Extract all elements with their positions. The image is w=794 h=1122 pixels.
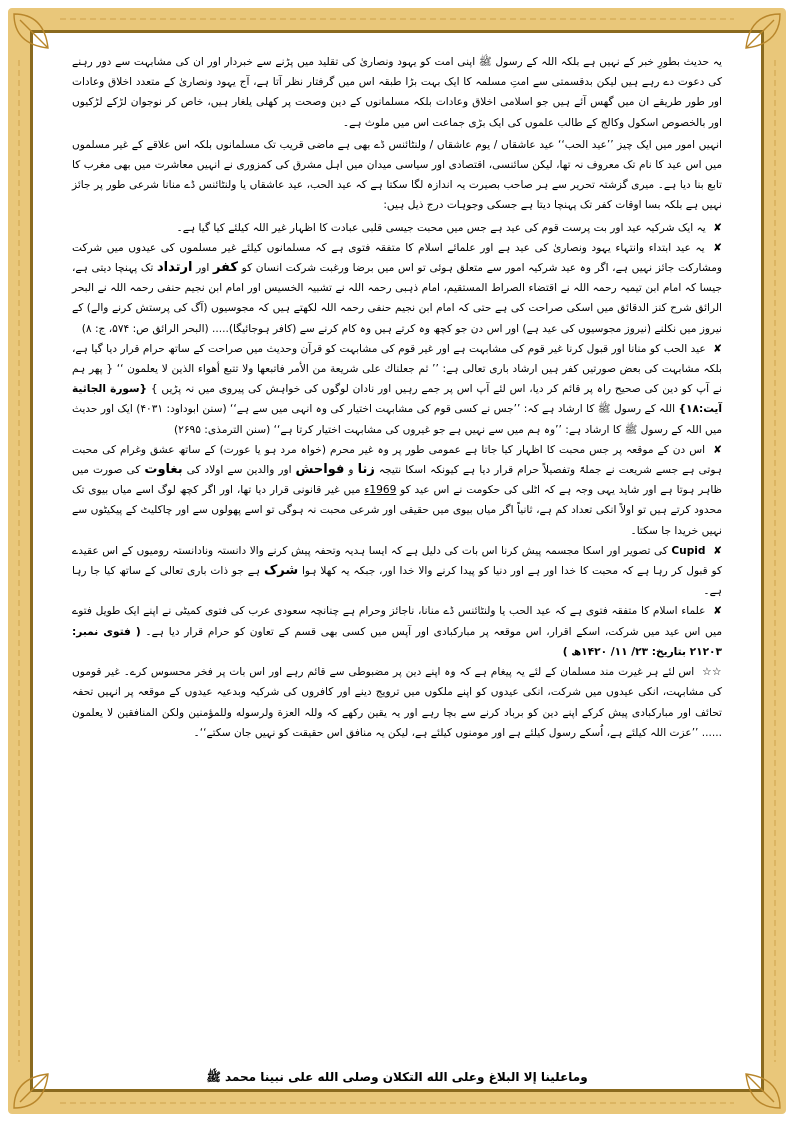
- reason-4: ✘ اس دن کے موقعہ پر جس محبت کا اظہار کیا جاتا ہے عمومی طور پر وہ غیر محرم (خواہ مرد ہو یا عورت) کے ساتھ عشق وغرام کی محبت ہوتی ہے جسے شریعت نے جملۃً وتفصیلاً حرام قرار دیا ہے کیونکہ اسکا نتیجہ زنا و فواحش اور والدین سے اولاد کی بغاوت کی صورت میں ظاہر ہوتا ہے اور شاید یہی وجہ ہے کہ اٹلی کی حکومت نے اس عید کو 1969ء میں غیر قانونی قرار دیا تھا، اور اگر کچھ لوگ اسے میاں بیوی تک محدود کرتے ہیں تو اولاً انکی تعداد کم ہے، ثانیاً اگر میاں بیوی میں حقیقی اور شرعی محبت نہ ہوگی تو اسے پھولوں سے اور چاکلیٹ کے پیکیٹوں سے نہیں خریدا جا سکتا۔: [72, 443, 723, 537]
- corner-ornament-tl: [14, 14, 48, 48]
- kufr-word: کفر: [212, 260, 238, 276]
- corner-ornament-tr: [746, 14, 780, 48]
- reason-6: ✘ علماء اسلام کا متفقہ فتوی ہے کہ عید الحب یا ولنٹائنس ڈے منانا، ناجائز وحرام ہے چنانچہ سعودی عرب کی فتوی کمیٹی نے اپنے ایک طویل فتوے میں اس عید میں شرکت، اسکے اقرار، اس موقعہ پر مبارکبادی اور آپس میں کسی بھی قسم کے تعاون کو حرام قرار دیا ہے۔ ( فتوی نمبر: ۲۱۲۰۳ بتاریخ: ۲۳/ ۱۱/ ۱۴۲۰ھ ): [72, 605, 722, 658]
- corner-ornament-bl: [14, 1074, 48, 1108]
- zina-word: زنا: [357, 462, 375, 478]
- closing-supplication: وماعلينا إلا البلاغ وعلى الله التكلان وصلى الله على نبينا محمد ﷺ: [206, 1070, 588, 1084]
- reason-2: ✘ یہ عید ابتداء وانتہاء یہود ونصاریٰ کی عید ہے اور علمائے اسلام کا متفقہ فتوی ہے کہ مسلمانوں کیلئے غیر مسلموں کی عیدوں میں شرکت ومشارکت جائز نہیں ہے، اگر وہ عید شرکیہ امور سے متعلق ہوئی تو اس میں برضا ورغبت شرکت انسان کو کفر اور ارتداد تک پہنچا دیتی ہے، جیسا کہ امام ابن تیمیہ رحمہ اللہ نے اقتضاء الصراط المستقیم، امام ذہبی رحمہ اللہ نے تشبیہ الخسیس اور امام ابن نجیم حنفی رحمہ اللہ نے البحر الرائق شرح کنز الدقائق میں اسکی صراحت کی ہے حتی کہ امام ابن نجیم حنفی رحمہ اللہ لکھتے ہیں کہ مجوسیوں (آگ کی پرستش کرنے والے) کے نیروز میں نکلنے (نیروز مجوسیوں کی عید ہے) اور اس دن جو کچھ وہ کرتے ہیں وہ کام کرنے سے (کافر ہوجائیگا)..... (البحر الرائق ص: ۵۷۴، ج: ۸): [72, 241, 722, 335]
- intro-paragraph: یہ حدیث بطورِ خبر کے نہیں ہے بلکہ اللہ کے رسول ﷺ اپنی امت کو یہود ونصاریٰ کی تقلید میں پڑنے سے خبردار اور ان کی مشابہت سے دور رہنے کی دعوت دے رہے ہیں لیکن بدقسمتی سے امتِ مسلمہ کا ایک بہت بڑا طبقہ اس میں گرفتار نظر آتا ہے، آج یہود ونصاریٰ کے متعدد اخلاق وعادات اور طور طریقے ان میں گھس آئے ہیں جو اسلامی اخلاق وعادات بلکہ مسلمانوں کے دین وصحت پر کھلی یلغار ہیں، خاص کر نوجوان لڑکے لڑکیوں اور بالخصوص اسکول وکالج کے طالب علموں کی ایک بڑی جماعت اس میں ملوث ہے۔: [72, 56, 722, 129]
- year-1969: 1969ء: [364, 484, 397, 497]
- conclusion: ☆☆ اس لئے ہر غیرت مند مسلمان کے لئے یہ پیغام ہے کہ وہ اپنے دین پر مضبوطی سے قائم رہے اور اس بات پر فخر محسوس کرے۔ غیر قوموں کی مشابہت، انکی عیدوں میں شرکت، انکی عیدوں کو اپنے ملکوں میں ترویج دینے اور کافروں کی شرکیہ وبدعیہ عیدوں کے موقعہ پر انہیں تحفہ تحائف اور مبارکبادی پیش کرکے اپنے دین کو برباد کرنے سے بچا رہے اور یہ یقین رکھے کہ وللہ العزة ولرسوله وللمؤمنين ولكن المنافقين لا يعلمون ...... ’’عزت اللہ کیلئے ہے، اُسکے رسول کیلئے ہے اور مومنوں کیلئے ہے، لیکن یہ منافق اس حقیقت کو نہیں جان سکتے‘‘۔: [72, 666, 722, 739]
- cross-icon: ✘: [713, 443, 722, 456]
- cupid-word: Cupid: [671, 544, 706, 557]
- cross-icon: ✘: [713, 605, 722, 618]
- reason-5: ✘ Cupid کی تصویر اور اسکا مجسمہ پیش کرنا اس بات کی دلیل ہے کہ ایسا ہدیہ وتحفہ پیش کرنے والا دانستہ ونادانستہ رومیوں کے اس عقیدے کو قبول کر رہا ہے کہ محبت کا خدا اور ہے اور دنیا کو پیدا کرنے والا خدا اور، جبکہ یہ کھلا ہوا شرک ہے جو ذات باری تعالی کے ساتھ کیا جا رہا ہے۔: [72, 544, 723, 598]
- baghawat-word: بغاوت: [144, 462, 183, 478]
- reason-1: ✘ یہ ایک شرکیہ عید اور بت پرست قوم کی عید ہے جس میں محبت جیسی قلبی عبادت کا اظہار غیر اللہ کیلئے کیا گیا ہے۔: [176, 221, 722, 234]
- fatwa-reference: ( فتوی نمبر: ۲۱۲۰۳ بتاریخ: ۲۳/ ۱۱/ ۱۴۲۰ھ ): [72, 625, 722, 658]
- quran-reference: {سورة الجاثية آيت:۱۸}: [72, 383, 723, 416]
- corner-ornament-br: [746, 1074, 780, 1108]
- second-paragraph: انہیں امور میں ایک چیز ’’عید الحب‘‘ عید عاشقاں / یوم عاشقاں / ولنٹائنس ڈے بھی ہے ماضی قریب تک مسلمانوں بلکہ اس علاقے کے غیر مسلموں میں اس عید کا نام تک معروف نہ تھا، لیکن سائنسی، اقتصادی اور سیاسی میدان میں اہل مشرق کی کمزوری نے انہیں معاشرت میں بھی مغرب کا تابع بنا دیا ہے۔ میری گزشتہ تحریر سے ہر صاحب بصیرت یہ اندازہ لگا سکتا ہے کہ عید الحب، عید عاشقاں یا ولنٹائنس ڈے منانا شرعی طور پر جائز نہیں ہے بلکہ بسا اوقات کفر تک پہنچا دیتا ہے جسکی وجوہات درج ذیل ہیں:: [72, 138, 722, 212]
- cross-icon: ✘: [713, 342, 722, 355]
- cross-icon: ✘: [713, 544, 722, 557]
- reason-3: ✘ عید الحب کو منانا اور قبول کرنا غیر قوم کی مشابہت ہے اور غیر قوم کی مشابہت کو قرآن وحدیث میں صراحت کے ساتھ حرام قرار دیا گیا ہے، بلکہ مشابہت کی بعض صورتیں کفر ہیں ارشاد باری تعالی ہے: ’’ ثم جعلناك على شريعة من الأمر فاتبعها ولا تتبع أهواء الذين لا يعلمون ‘‘ { پھر ہم نے آپ کو دین کی صحیح راہ پر قائم کر دیا، اس لئے آپ اس پر جمے رہیں اور نادان لوگوں کی خواہش کی پیروی میں نہ پڑیں } {سورة الجاثية آيت:۱۸} اللہ کے رسول ﷺ کا ارشاد ہے کہ: ’’جس نے کسی قوم کی مشابہت اختیار کی وہ انہی میں سے ہے‘‘ (سنن ابوداود: ۴۰۳۱) ایک اور حدیث میں اللہ کے رسول ﷺ کا ارشاد ہے: ’’وہ ہم میں سے نہیں ہے جو غیروں کی مشابہت اختیار کرتا ہے‘‘ (سنن الترمذی: ۲۶۹۵): [72, 342, 723, 436]
- article-body: [72, 52, 722, 1082]
- cross-icon: ✘: [713, 221, 722, 234]
- star-icon: ☆☆: [702, 666, 722, 679]
- shirk-word: شرک: [263, 563, 299, 579]
- irtidad-word: ارتداد: [157, 260, 193, 276]
- fawahish-word: فواحش: [295, 462, 345, 478]
- cross-icon: ✘: [713, 241, 722, 254]
